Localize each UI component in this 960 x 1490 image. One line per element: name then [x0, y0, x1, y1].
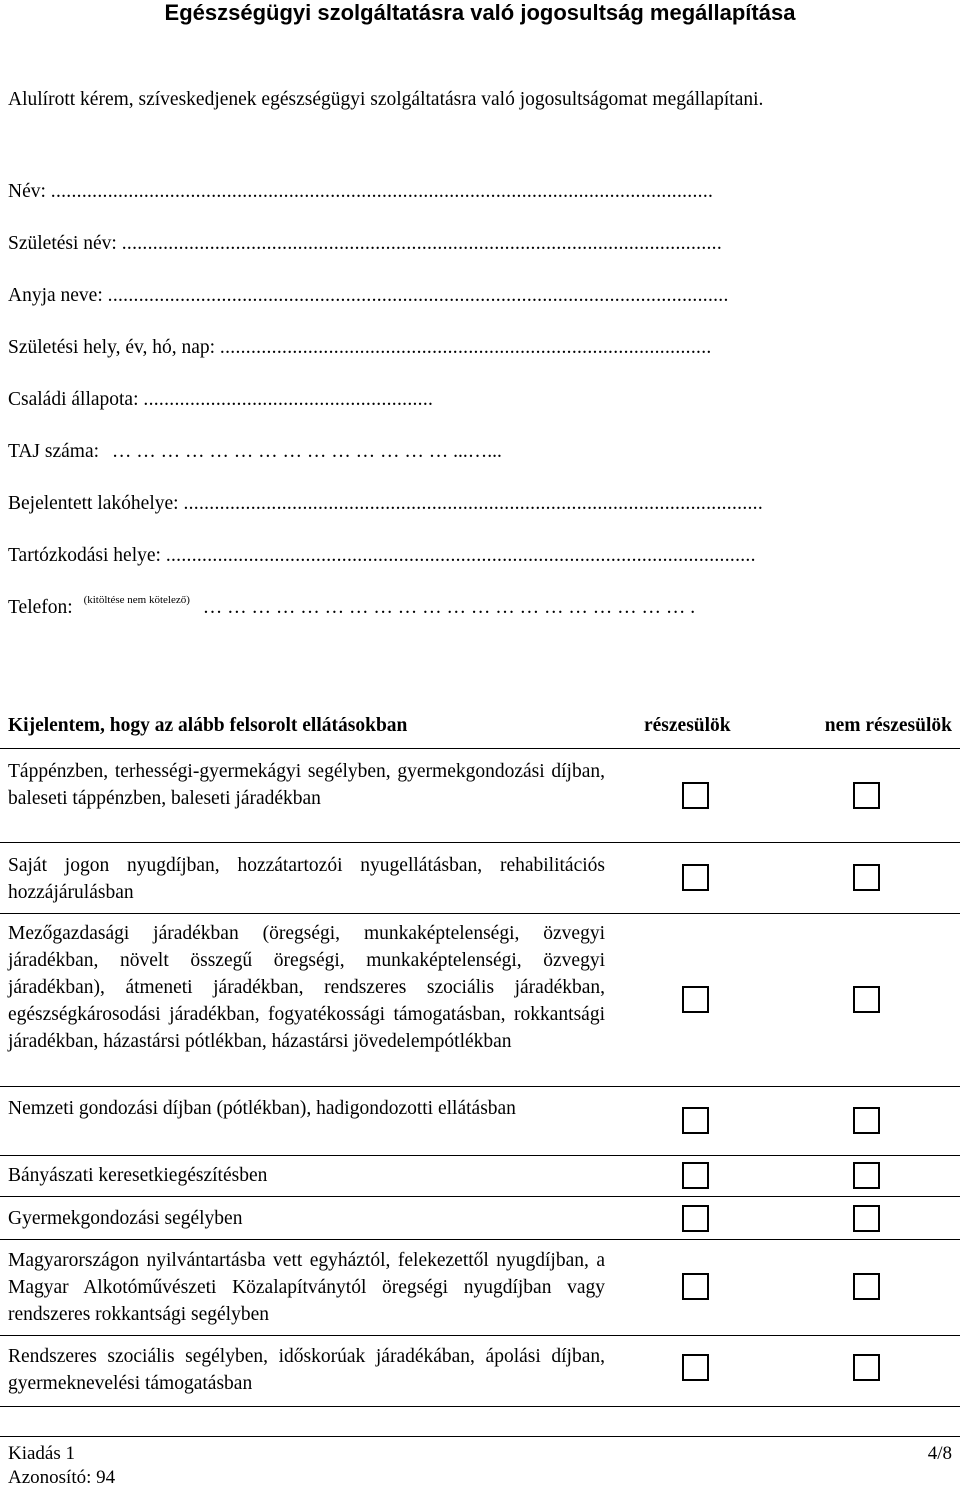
footer-info	[8, 1442, 115, 1490]
receives-checkbox[interactable]	[682, 864, 709, 891]
page-number: 4/8	[927, 1443, 952, 1464]
benefit-text: Mezőgazdasági járadékban (öregségi, munkaképtelenségi, özvegyi járadékban, növelt összegű öregségi, munkaképtelenségi, özvegyi járadékban), átmeneti járadékban, rendszeres szociális járadékban, egészségkárosodási járadékban, fogyatékossági támogatásban, rokkantsági járadékban, házastársi pótlékban, házastársi jövedelempótlékban	[8, 923, 605, 1052]
field-label: Születési név:	[8, 233, 117, 254]
field-label: Tartózkodási helye:	[8, 545, 161, 566]
field-name[interactable]	[8, 180, 713, 204]
fill-line: ................................................................................................................	[183, 493, 764, 514]
not-receives-checkbox[interactable]	[853, 864, 880, 891]
benefit-text: Gyermekgondozási segélyben	[8, 1208, 243, 1229]
field-residence[interactable]	[8, 544, 756, 568]
not-receives-checkbox[interactable]	[853, 1107, 880, 1134]
field-label: Név:	[8, 181, 46, 202]
fill-line: ....................................................................................................................	[121, 233, 723, 254]
field-label: Bejelentett lakóhelye:	[8, 493, 179, 514]
benefit-text: Táppénzben, terhességi-gyermekágyi segélyben, gyermekgondozási díjban, baleseti táppénzben, baleseti járadékban	[8, 761, 605, 809]
benefit-row	[0, 1336, 960, 1407]
benefit-row	[0, 752, 960, 843]
field-birth-name[interactable]	[8, 232, 722, 256]
field-birth-place-date[interactable]	[8, 336, 712, 360]
field-label: Telefon:	[8, 597, 73, 618]
receives-checkbox[interactable]	[682, 1273, 709, 1300]
benefit-text: Bányászati keresetkiegészítésben	[8, 1165, 268, 1186]
benefit-row	[0, 914, 960, 1087]
not-receives-checkbox[interactable]	[853, 986, 880, 1013]
benefit-text: Rendszeres szociális segélyben, időskorúak járadékában, ápolási díjban, gyermeknevelési támogatásban	[8, 1346, 605, 1394]
declaration-header	[8, 712, 952, 740]
fill-line: … … … … … … … … … … … … … … ...…...	[111, 441, 502, 462]
not-receives-checkbox[interactable]	[853, 1273, 880, 1300]
edition-label: Kiadás 1	[8, 1443, 76, 1464]
not-receives-checkbox[interactable]	[853, 1354, 880, 1381]
receives-checkbox[interactable]	[682, 1107, 709, 1134]
not-receives-checkbox[interactable]	[853, 782, 880, 809]
benefit-row	[0, 1240, 960, 1336]
receives-checkbox[interactable]	[682, 782, 709, 809]
optional-note: (kitöltése nem kötelező)	[83, 594, 190, 606]
field-phone[interactable]	[8, 596, 695, 622]
fill-line: ................................................................................................................................	[50, 181, 714, 202]
field-label: Anyja neve:	[8, 285, 103, 306]
field-label: TAJ száma:	[8, 441, 100, 462]
receives-checkbox[interactable]	[682, 1162, 709, 1189]
column-not-receives: nem részesülök	[824, 715, 952, 736]
field-label: Családi állapota:	[8, 389, 139, 410]
not-receives-checkbox[interactable]	[853, 1205, 880, 1232]
benefit-text: Magyarországon nyilvántartásba vett egyháztól, felekezettől nyugdíjban, a Magyar Alkotóművészeti Közalapítványtól öregségi nyugdíjban vagy rendszeres rokkantsági segélyben	[8, 1250, 605, 1325]
not-receives-checkbox[interactable]	[853, 1162, 880, 1189]
fill-line: ........................................................	[143, 389, 434, 410]
field-marital-status[interactable]	[8, 388, 433, 412]
receives-checkbox[interactable]	[682, 1354, 709, 1381]
field-taj-number[interactable]	[8, 440, 502, 464]
receives-checkbox[interactable]	[682, 1205, 709, 1232]
benefit-row	[0, 1197, 960, 1240]
fill-line: … … … … … … … … … … … … … … … … … … … … .	[202, 597, 696, 618]
identifier-label: Azonosító: 94	[8, 1467, 116, 1488]
column-receives: részesülök	[644, 715, 731, 736]
benefit-row	[0, 843, 960, 914]
fill-line: ........................................................................................................................	[107, 285, 729, 306]
footer-divider	[0, 1436, 960, 1437]
divider	[0, 748, 960, 749]
receives-checkbox[interactable]	[682, 986, 709, 1013]
benefit-row	[0, 1087, 960, 1156]
fill-line: ...............................................................................................	[219, 337, 712, 358]
field-mother-name[interactable]	[8, 284, 729, 308]
fill-line: ..................................................................................................................	[165, 545, 756, 566]
declaration-heading: Kijelentem, hogy az alább felsorolt ellátásokban	[8, 715, 408, 736]
field-label: Születési hely, év, hó, nap:	[8, 337, 216, 358]
field-registered-address[interactable]	[8, 492, 763, 516]
intro-text: Alulírott kérem, szíveskedjenek egészségügyi szolgáltatásra való jogosultságomat megállapítani.	[8, 89, 764, 110]
benefit-text: Nemzeti gondozási díjban (pótlékban), hadigondozotti ellátásban	[8, 1098, 516, 1119]
document-title: Egészségügyi szolgáltatásra való jogosultság megállapítása	[164, 0, 796, 25]
benefit-text: Saját jogon nyugdíjban, hozzátartozói nyugellátásban, rehabilitációs hozzájárulásban	[8, 855, 605, 903]
benefit-row	[0, 1156, 960, 1197]
